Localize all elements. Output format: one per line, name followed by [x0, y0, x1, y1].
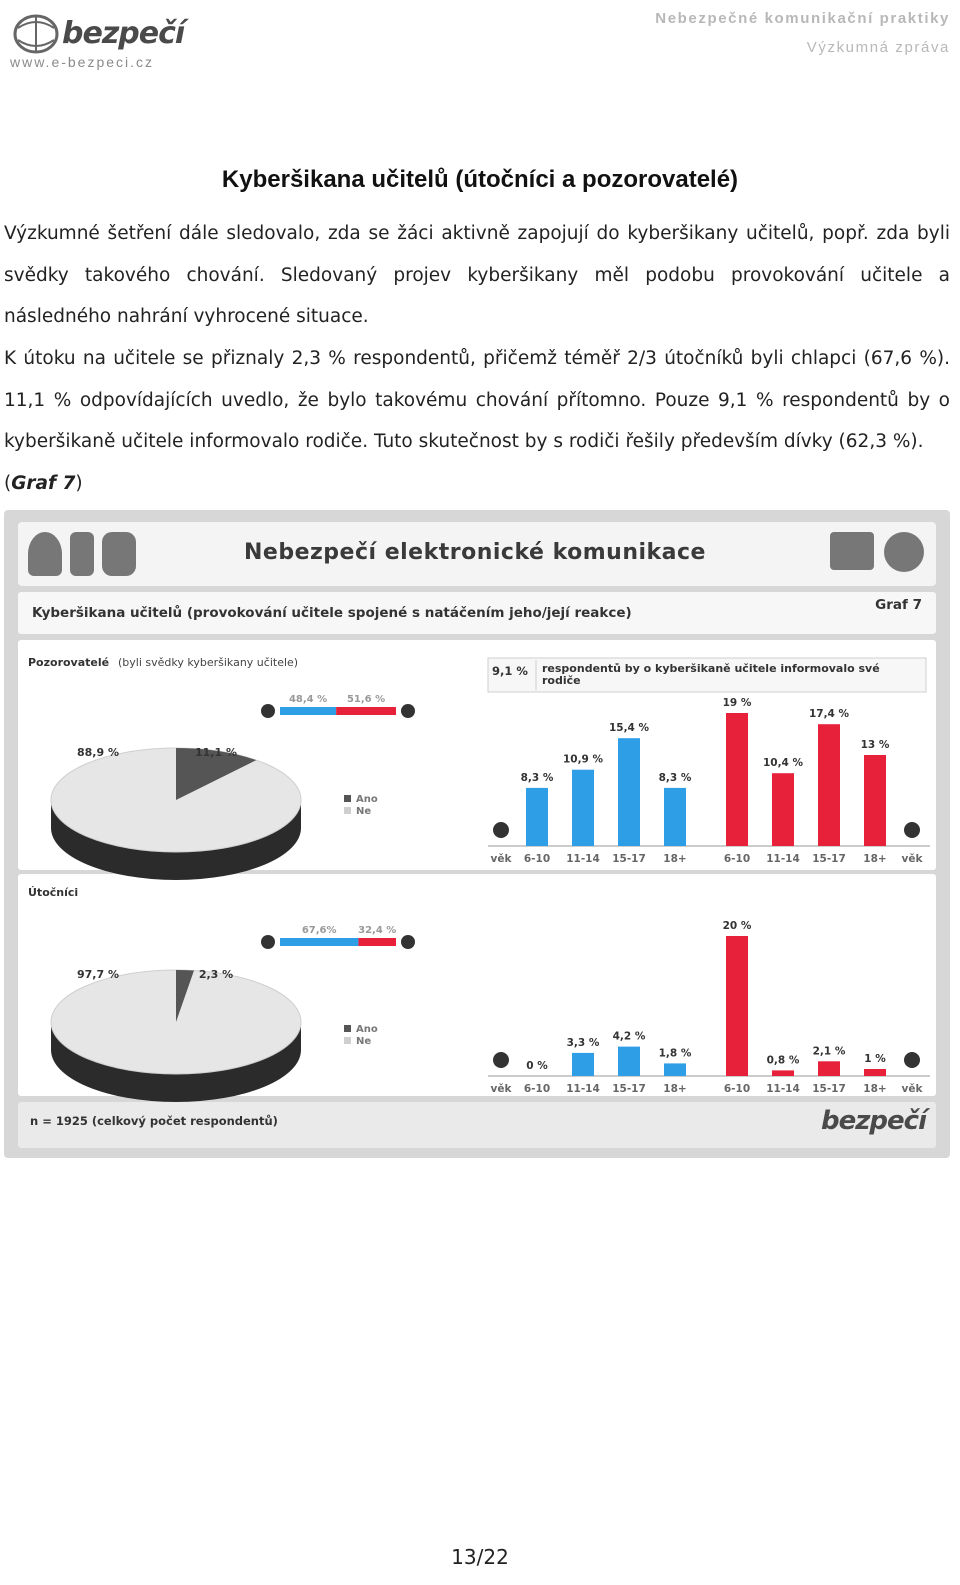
paragraph-results	[4, 338, 950, 504]
age-tick-girls: 6-10	[723, 853, 751, 865]
bar-boys	[618, 738, 640, 846]
bar-label-girls: 17,4 %	[808, 708, 850, 721]
bar-label-girls: 0,8 %	[766, 1054, 800, 1067]
bar-label-girls: 19 %	[722, 697, 752, 709]
document-subtitle: Výzkumná zpráva	[806, 39, 950, 56]
age-tick-boys: 6-10	[523, 853, 551, 865]
bezpeci-logo	[12, 10, 192, 72]
parents-note-text-box	[542, 663, 922, 693]
age-tick-boys: 18+	[663, 853, 687, 865]
boy-icon	[261, 935, 275, 949]
bar-label-girls: 2,1 %	[812, 1045, 846, 1058]
infographic	[4, 510, 950, 1158]
observers-gender-split	[261, 694, 415, 718]
age-axis-label: věk	[901, 853, 923, 865]
bar-girls	[726, 713, 748, 846]
bar-girls	[818, 724, 840, 846]
age-tick-girls: 15-17	[812, 853, 846, 865]
legend-swatch	[344, 807, 351, 814]
logo-wordmark: bezpečí	[62, 16, 185, 51]
graph-label: Graf 7	[875, 597, 922, 613]
globe-logo-icon	[12, 12, 62, 56]
bar-label-boys: 15,4 %	[608, 722, 650, 735]
girl-icon	[904, 1052, 920, 1068]
parents-note-value: 9,1 %	[492, 664, 528, 678]
bar-label-boys: 8,3 %	[520, 771, 554, 784]
split-label-boys: 48,4 %	[288, 694, 328, 705]
graph-ref-close: )	[75, 472, 83, 494]
pie-label-ano: 11,1 %	[195, 746, 237, 759]
bar-label-girls: 20 %	[722, 920, 752, 932]
bar-label-boys: 3,3 %	[566, 1036, 600, 1049]
girl-icon	[401, 935, 415, 949]
section-title: Kyberšikana učitelů (útočníci a pozorovatelé)	[221, 166, 739, 193]
legend-label: Ano	[356, 1024, 378, 1035]
paragraph-intro: Výzkumné šetření dále sledovalo, zda se žáci aktivně zapojují do kyberšikany učitelů, popř. zda byli svědky takového chování. Sledovaný projev kyberšikany měl podobu provokování učitele a následného nahrání vyhrocené situace.	[4, 223, 950, 327]
split-label-girls: 32,4 %	[358, 925, 397, 936]
attackers-gender-split	[261, 925, 415, 949]
boy-icon	[493, 822, 509, 838]
bar-girls	[864, 1069, 886, 1076]
observers-title: Pozorovatelé	[28, 656, 110, 669]
bar-boys	[618, 1047, 640, 1076]
legend-label: Ne	[356, 806, 372, 817]
infographic-title: Nebezpečí elektronické komunikace	[244, 540, 706, 565]
bar-label-girls: 1 %	[864, 1053, 886, 1065]
boy-icon	[493, 1052, 509, 1068]
pie-label-ano: 2,3 %	[198, 968, 234, 981]
bar-label-girls: 13 %	[860, 739, 890, 751]
bar-boys	[572, 770, 594, 846]
split-label-boys: 67,6%	[301, 925, 337, 936]
bar-girls	[864, 755, 886, 846]
age-tick-boys: 15-17	[612, 1083, 646, 1095]
age-axis-label: věk	[490, 1083, 512, 1095]
boy-icon	[261, 704, 275, 718]
paragraph-results-text: K útoku na učitele se přiznaly 2,3 % respondentů, přičemž téměř 2/3 útočníků byli chlapci (67,6 %). 11,1 % odpovídajících uvedlo, že bylo takovému chování přítomno. Pouze 9,1 % respondentů by o kyberšikaně učitele informovalo rodiče. Tuto skutečnost by s rodiči řešily především dívky (62,3 %).	[4, 348, 950, 452]
graph-reference: Graf 7	[11, 472, 76, 494]
age-axis-label: věk	[901, 1083, 923, 1095]
age-tick-girls: 11-14	[766, 1083, 800, 1095]
bar-label-boys: 10,9 %	[562, 753, 604, 766]
bar-girls	[772, 1070, 794, 1076]
legend-swatch	[344, 1025, 351, 1032]
girl-icon	[401, 704, 415, 718]
bar-boys	[664, 1063, 686, 1076]
bar-label-girls: 10,4 %	[762, 757, 804, 770]
bar-girls	[726, 936, 748, 1076]
logo-url: www.e-bezpeci.cz	[10, 54, 155, 70]
girl-icon	[904, 822, 920, 838]
bar-boys	[664, 788, 686, 846]
pie-label-ne: 88,9 %	[77, 746, 119, 759]
age-tick-boys: 11-14	[566, 853, 600, 865]
bar-label-boys: 4,2 %	[612, 1030, 646, 1043]
attackers-age-bars	[488, 920, 930, 1095]
split-label-girls: 51,6 %	[346, 694, 386, 705]
graph-ref-open: (	[4, 472, 12, 494]
split-bar-boys	[280, 938, 358, 946]
observers-subtitle: (byli svědky kyberšikany učitele)	[118, 656, 299, 669]
age-tick-boys: 6-10	[523, 1083, 551, 1095]
age-tick-boys: 18+	[663, 1083, 687, 1095]
document-header	[655, 4, 950, 62]
split-bar-girls	[358, 938, 396, 946]
age-tick-boys: 15-17	[612, 853, 646, 865]
bar-boys	[526, 788, 548, 846]
attackers-legend	[344, 1024, 378, 1047]
bar-label-boys: 8,3 %	[658, 771, 692, 784]
legend-swatch	[344, 1037, 351, 1044]
bar-girls	[818, 1061, 840, 1076]
attackers-title: Útočníci	[28, 886, 79, 899]
pie-label-ne: 97,7 %	[77, 968, 119, 981]
age-tick-girls: 18+	[863, 1083, 887, 1095]
footer-logo: bezpečí	[821, 1106, 926, 1136]
page-number: 13/22	[451, 1545, 509, 1569]
bar-girls	[772, 773, 794, 846]
parents-note-text: respondentů by o kyberšikaně učitele informovalo své rodiče	[542, 663, 880, 687]
age-tick-girls: 18+	[863, 853, 887, 865]
bar-label-boys: 0 %	[526, 1060, 548, 1072]
bar-boys	[572, 1053, 594, 1076]
observers-pie	[51, 746, 301, 880]
age-tick-girls: 15-17	[812, 1083, 846, 1095]
observers-age-bars	[488, 697, 930, 865]
charts-canvas	[4, 510, 950, 1158]
age-tick-girls: 6-10	[723, 1083, 751, 1095]
infographic-subtitle: Kyberšikana učitelů (provokování učitele spojené s natáčením jeho/její reakce)	[32, 605, 632, 621]
age-axis-label: věk	[490, 853, 512, 865]
attackers-pie	[51, 968, 301, 1102]
legend-label: Ne	[356, 1036, 372, 1047]
split-bar-girls	[336, 707, 396, 715]
sample-size-note: n = 1925 (celkový počet respondentů)	[30, 1114, 278, 1128]
legend-swatch	[344, 795, 351, 802]
document-title: Nebezpečné komunikační praktiky	[655, 10, 950, 27]
split-bar-boys	[280, 707, 336, 715]
legend-label: Ano	[356, 794, 378, 805]
age-tick-boys: 11-14	[566, 1083, 600, 1095]
age-tick-girls: 11-14	[766, 853, 800, 865]
observers-legend	[344, 794, 378, 817]
bar-label-boys: 1,8 %	[658, 1047, 692, 1060]
